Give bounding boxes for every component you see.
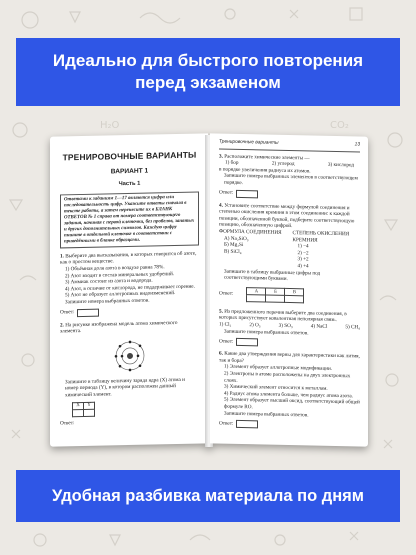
- table-header: В: [285, 288, 304, 296]
- right-item: 1) −4: [297, 243, 309, 250]
- atom-model-icon: [112, 337, 148, 374]
- option: 1) Элемент образует аллотропные модификации.: [224, 363, 333, 373]
- table-header: Б: [266, 288, 285, 296]
- option: 2) O₃: [249, 322, 261, 329]
- option: 5) CH₄: [345, 324, 360, 331]
- answer-label: Ответ:: [219, 290, 234, 297]
- task-text: Выберите два высказывания, в которых говорится об азоте, как о простом веществе.: [60, 250, 197, 266]
- option: 1) бор: [225, 159, 239, 167]
- task-number: 5.: [219, 308, 223, 315]
- task-text-2: в порядке увеличения радиуса их атомов.: [219, 166, 311, 175]
- answer-label: Ответ:: [60, 420, 75, 427]
- option: 4) Радиус атома элемента больше, чем радиус атома азота.: [224, 390, 353, 400]
- table-cell: [84, 409, 95, 416]
- top-banner: [16, 38, 400, 106]
- option: 1) Cl₂: [219, 321, 232, 328]
- answer-box: [236, 420, 258, 428]
- table-header: X: [73, 402, 84, 410]
- variant-heading: ВАРИАНТ 1: [110, 167, 149, 175]
- left-page: [50, 133, 208, 446]
- answer-row: [219, 284, 360, 306]
- task-number: 4.: [219, 202, 223, 209]
- task-text: Какие два утверждения верны для характеристики как лития, так и бора?: [219, 350, 360, 364]
- option: 3) SO₃: [278, 322, 293, 330]
- task-3: [219, 153, 360, 200]
- abc-table: [246, 287, 304, 303]
- answer-row: [219, 420, 360, 431]
- svg-text:H₂O: H₂O: [100, 120, 120, 131]
- right-page: [210, 133, 368, 446]
- right-item: 2) −2: [297, 249, 309, 257]
- table-header: Y: [84, 402, 95, 410]
- table-cell: [266, 295, 285, 302]
- answer-row: [60, 306, 199, 317]
- answer-label: Ответ:: [60, 309, 75, 316]
- table-cell: [247, 295, 266, 302]
- task-note: Запишите номера выбранных ответов.: [224, 328, 309, 336]
- task-text: На рисунке изображена модель атома химического элемента.: [60, 319, 178, 335]
- task-note: Запишите в таблицу величину заряда ядра (X) атома и номер периода (Y), в котором расположен данный химический элемент.: [65, 376, 185, 399]
- running-head-title: Тренировочные варианты: [219, 139, 279, 146]
- answer-row: [60, 418, 199, 428]
- right-item: 3) +2: [297, 256, 309, 263]
- page-title: ТРЕНИРОВОЧНЫЕ ВАРИАНТЫ: [62, 149, 197, 163]
- task-number: 1.: [60, 253, 64, 260]
- right-item: 4) +4: [297, 263, 309, 270]
- answer-label: Ответ:: [219, 420, 234, 427]
- answer-label: Ответ:: [219, 338, 234, 345]
- option: 4) Азот, в отличие от кислорода, не поддерживает горение.: [65, 283, 195, 293]
- part-heading: Часть 1: [118, 180, 141, 188]
- task-text: Расположите химические элементы —: [224, 153, 310, 162]
- task-note: Запишите номера выбранных ответов.: [224, 410, 309, 418]
- left-item: В) SiCl₄: [224, 248, 242, 255]
- option: 5) Азот не образует аллотропных видоизменений.: [65, 290, 176, 299]
- task-number: 6.: [219, 350, 223, 357]
- option: 5) Элемент образует высший оксид, соответствующий общей формуле RO.: [224, 396, 360, 411]
- answer-box: [236, 189, 258, 197]
- answer-box: [236, 338, 258, 346]
- task-text: Из предложенного перечня выберите два соединения, в которых присутствует ковалентная неполярная связь.: [219, 308, 347, 324]
- instructions-box: Ответами к заданиям 1—17 являются цифра или последовательность цифр. Укажите ответы сначала в тексте работы, а затем перенесите их в БЛАНК ОТВЕТОВ № 1 справа от номера соответствующего задания, начиная с первой клеточки, без пробелов, запятых и других дополнительных символов. Каждую цифру пишите в отдельной клеточке в соответствии с приведёнными в бланке образцами.: [60, 191, 199, 248]
- option: 1) Объёмная доля азота в воздухе равна 78%.: [65, 264, 165, 273]
- table-cell: [73, 410, 84, 417]
- svg-text:CO₂: CO₂: [330, 120, 349, 131]
- answer-row: [219, 338, 360, 349]
- task-1: [60, 250, 199, 317]
- task-text: Установите соответствие между формулой соединения и степенью окисления кремния в этом соединении: к каждой позиции, обозначенной буквой, подберите соответствующую позицию, обозначенную цифрой.: [219, 202, 355, 230]
- column-header: СТЕПЕНЬ ОКИСЛЕНИЯ КРЕМНИЯ: [292, 230, 350, 244]
- option: 3) кислород: [327, 162, 354, 169]
- answer-row: [219, 189, 360, 200]
- matching-columns: [219, 228, 360, 271]
- top-banner-line1: Идеально для быстрого повторения: [52, 51, 364, 70]
- option: 2) Азот входит в состав минеральных удобрений.: [65, 270, 175, 279]
- task-number: 2.: [60, 321, 64, 328]
- task-2: [60, 319, 199, 427]
- task-note: Запишите в таблицу выбранные цифры под соответствующими буквами.: [224, 268, 321, 283]
- running-head: [219, 140, 360, 153]
- option: 3) Аммиак состоит из азота и водорода.: [65, 277, 153, 286]
- top-banner-line2: перед экзаменом: [135, 73, 281, 92]
- page-number: 13: [354, 142, 360, 148]
- left-item: А) Na₂SiO₃: [224, 235, 249, 242]
- task-4: [219, 202, 360, 306]
- option: 2) Электроны в атоме расположены на двух электронных слоях.: [224, 370, 351, 384]
- xy-table: [72, 401, 95, 417]
- bottom-banner: Удобная разбивка материала по дням: [16, 470, 400, 522]
- answer-label: Ответ:: [219, 189, 234, 197]
- left-item: Б) Mg₂Si: [224, 241, 244, 249]
- table-header: А: [247, 287, 266, 295]
- answer-box: [77, 308, 99, 316]
- option: 3) Химический элемент относится к металлам.: [224, 383, 328, 392]
- option: 2) углерод: [271, 160, 295, 168]
- task-note: Запишите номера выбранных элементов в соответствующем порядке.: [224, 173, 358, 187]
- task-number: 3.: [219, 153, 223, 160]
- table-cell: [285, 296, 304, 303]
- open-book: [50, 135, 368, 447]
- column-header: ФОРМУЛА СОЕДИНЕНИЯ: [219, 228, 282, 236]
- task-5: [219, 308, 360, 348]
- option: 4) NaCl: [310, 323, 328, 330]
- task-note: Запишите номера выбранных ответов.: [65, 297, 150, 306]
- task-6: [219, 351, 360, 431]
